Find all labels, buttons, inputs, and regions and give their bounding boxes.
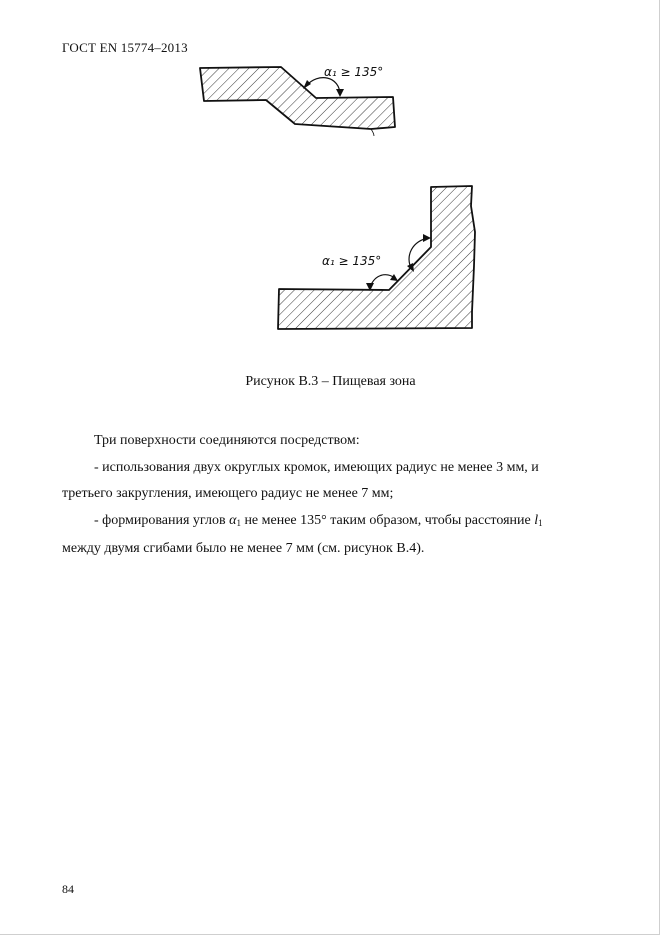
paragraph-rounded-edges [62, 455, 614, 482]
rounded-edges-line1: - использования двух округлых кромок, имеющих радиус не менее 3 мм, и [94, 459, 539, 475]
top-sketch [200, 65, 395, 136]
top-arrow-right [336, 89, 344, 97]
bottom-arrow-lower-b [390, 274, 398, 281]
l-subscript: 1 [538, 517, 543, 528]
paragraph-distance: между двумя сгибами было не менее 7 мм (см. рисунок В.4). [62, 541, 425, 556]
paragraph-rounded-edges-cont: третьего закругления, имеющего радиус не менее 7 мм; [62, 486, 394, 501]
top-arrow-left [303, 80, 311, 89]
top-angle-label: α₁ ≥ 135° [324, 65, 384, 79]
angles-text-1: - формирования углов [94, 512, 230, 528]
page-number: 84 [62, 882, 74, 896]
body-text [62, 428, 614, 563]
alpha-subscript: 1 [236, 517, 241, 528]
figure-food-zone [0, 0, 661, 370]
bottom-sketch [278, 186, 475, 329]
paragraph-intro: Три поверхности соединяются посредством: [94, 433, 360, 448]
top-leader-line [371, 129, 374, 136]
top-angle-arc [306, 78, 340, 95]
l-symbol: l [534, 512, 539, 528]
paragraph-angles [62, 508, 614, 537]
figure-caption: Рисунок В.3 – Пищевая зона [245, 374, 416, 389]
bottom-arrow-upper-a [423, 234, 431, 242]
alpha-symbol: α [229, 512, 237, 528]
bottom-angle-label: α₁ ≥ 135° [322, 254, 382, 268]
standard-header: ГОСТ EN 15774–2013 [62, 40, 188, 55]
angles-text-2: не менее 135° таким образом, чтобы расстояние [240, 512, 535, 528]
